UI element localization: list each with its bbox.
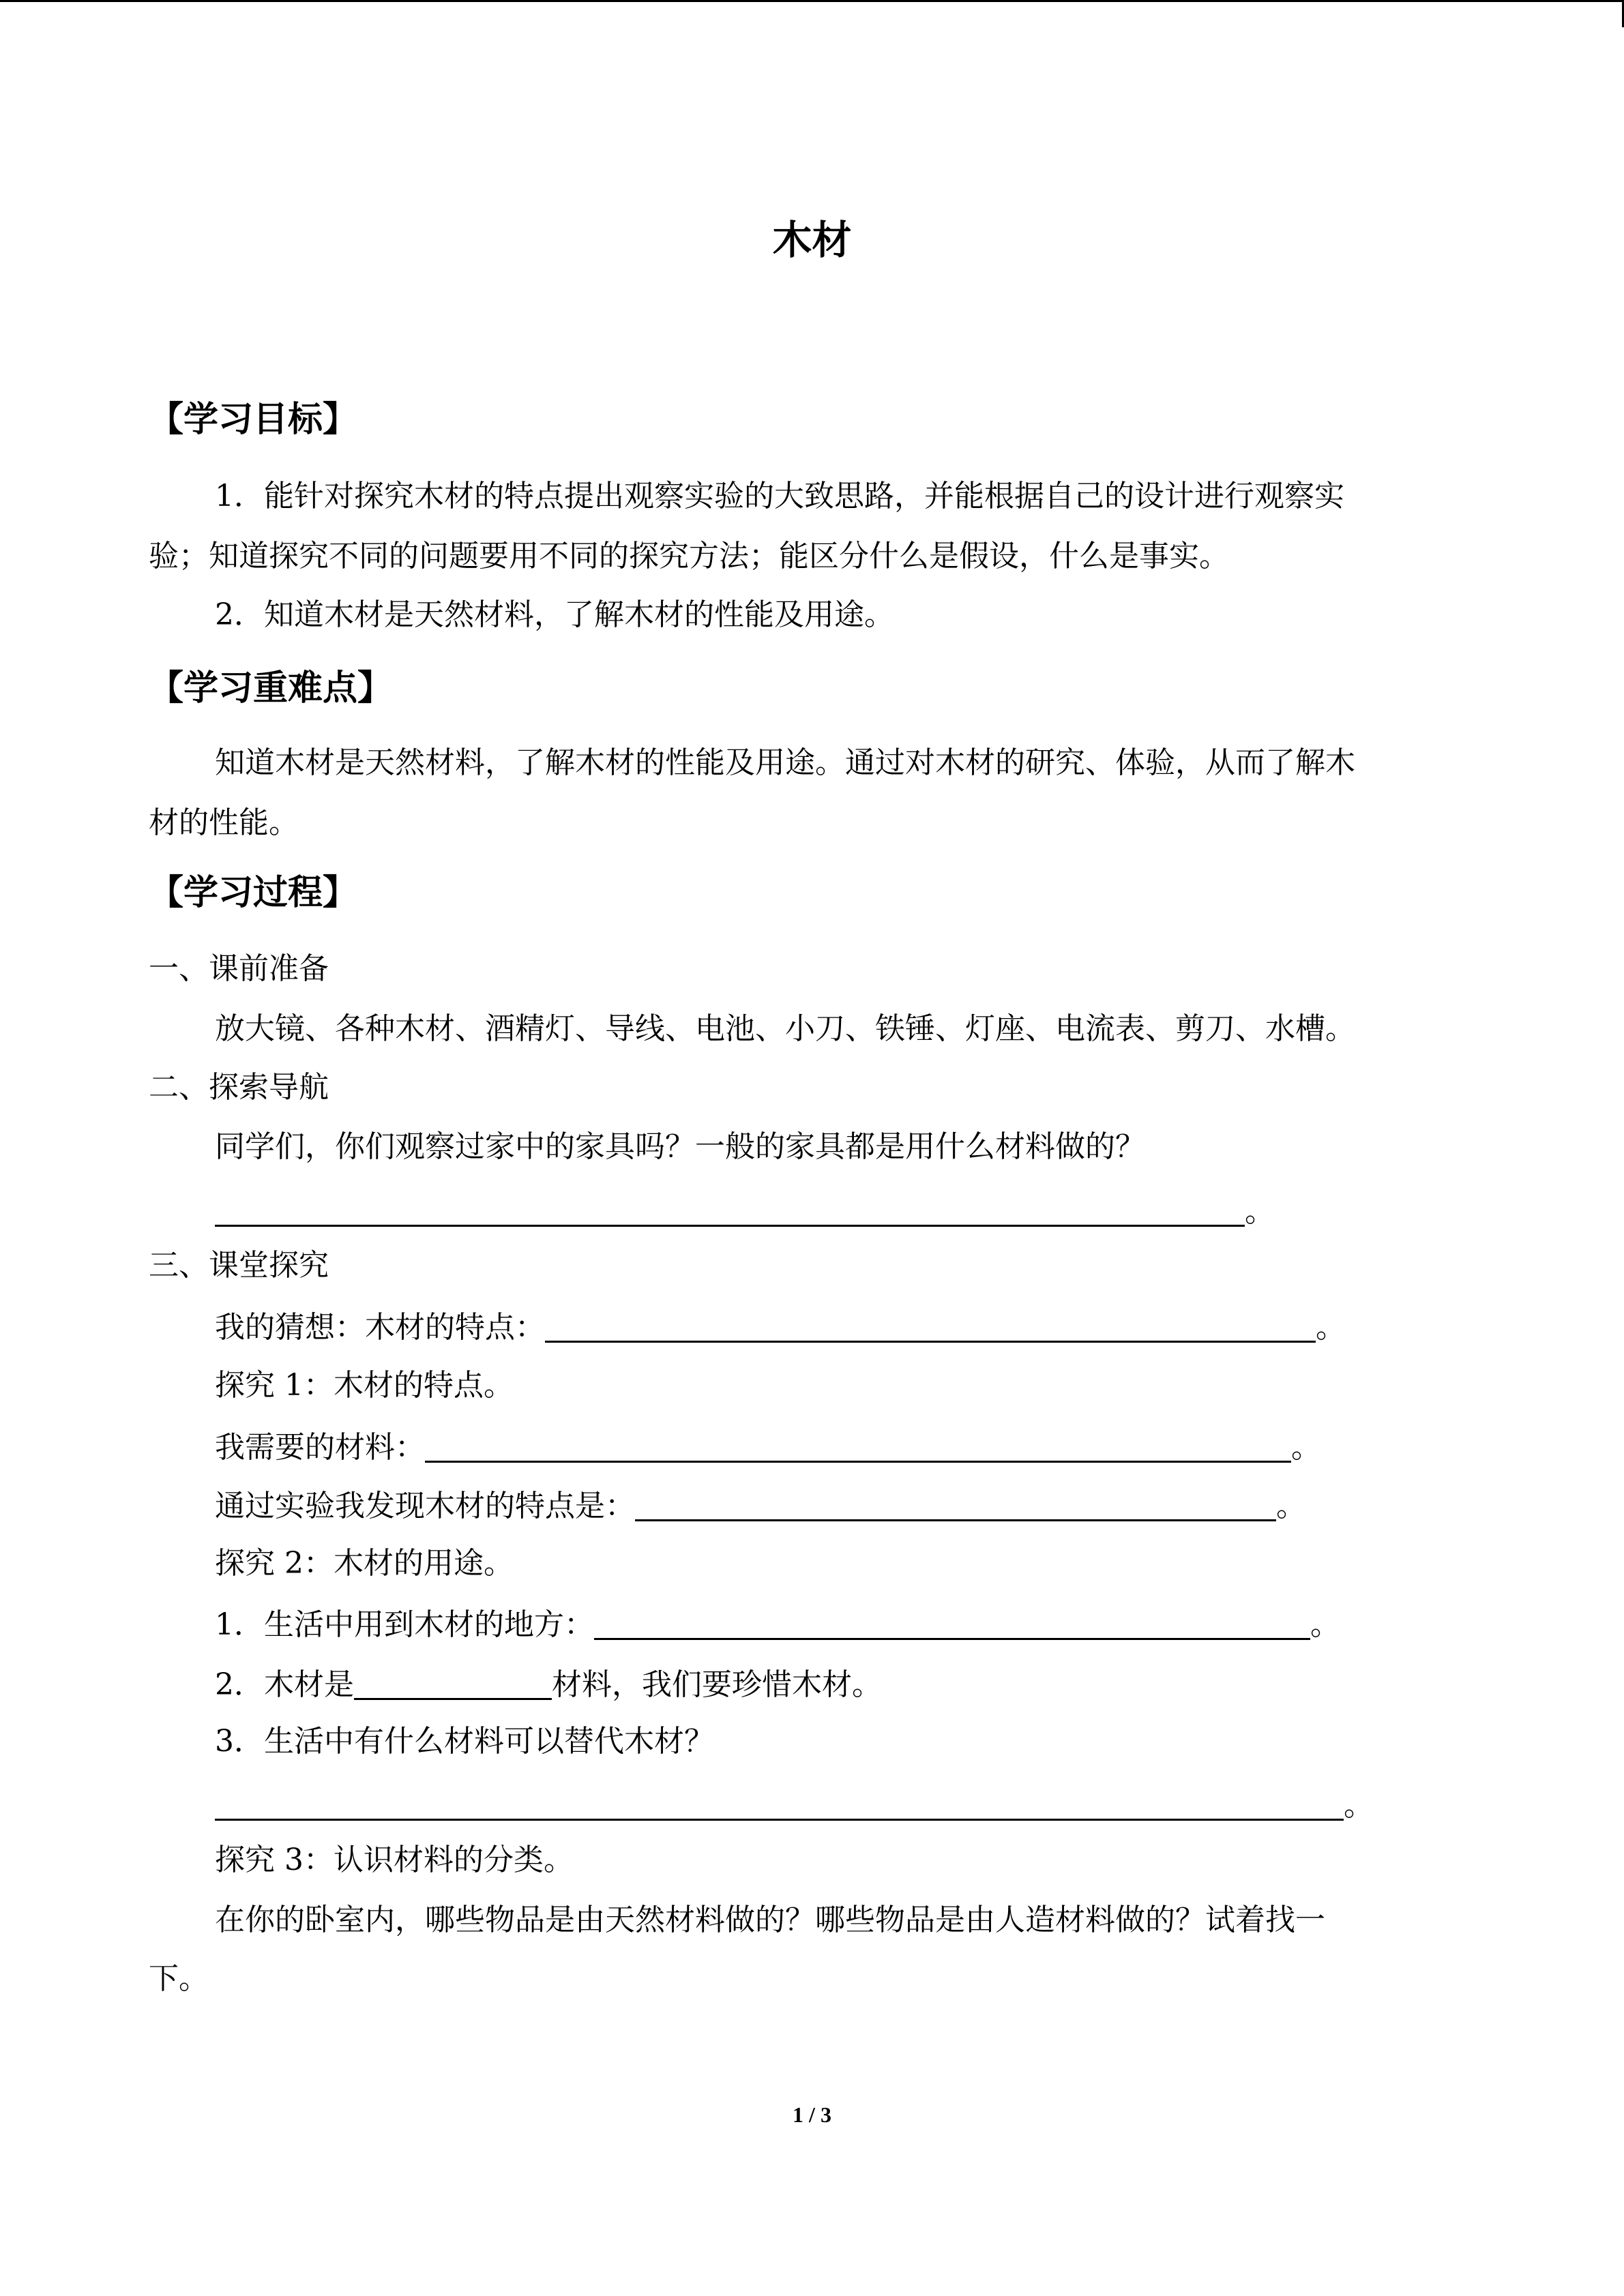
q1-line: 1．生活中用到木材的地方： 。 <box>215 1607 1340 1642</box>
nav-answer-line: 。 <box>215 1195 1275 1227</box>
finding-line: 通过实验我发现木材的特点是： 。 <box>215 1489 1306 1523</box>
process-heading: 【学习过程】 <box>149 873 358 913</box>
page-number: 1 / 3 <box>793 2102 831 2127</box>
prep-text: 放大镜、各种木材、酒精灯、导线、电池、小刀、铁锤、灯座、电流表、剪刀、水槽。 <box>215 1011 1355 1046</box>
goal-1-line-2: 验；知道探究不同的问题要用不同的探究方法；能区分什么是假设，什么是事实。 <box>149 539 1229 573</box>
goals-heading: 【学习目标】 <box>149 400 358 440</box>
q2-blank[interactable] <box>354 1668 552 1700</box>
key-points-line-2: 材的性能。 <box>149 805 299 840</box>
q3-answer-line: 。 <box>215 1789 1374 1821</box>
explore-3-line-2: 下。 <box>149 1961 209 1996</box>
key-points-heading: 【学习重难点】 <box>149 668 393 709</box>
explore-3-line-1: 在你的卧室内，哪些物品是由天然材料做的？哪些物品是由人造材料做的？试着找一 <box>215 1903 1325 1937</box>
answer-blank[interactable] <box>215 1195 1245 1227</box>
key-points-line-1: 知道木材是天然材料，了解木材的性能及用途。通过对木材的研究、体验，从而了解木 <box>215 745 1355 780</box>
guess-line: 我的猜想：木材的特点： 。 <box>215 1310 1346 1345</box>
prep-title: 一、课前准备 <box>149 951 329 986</box>
goal-1-line-1: 1．能针对探究木材的特点提出观察实验的大致思路，并能根据自己的设计进行观察实 <box>215 479 1344 513</box>
goal-2: 2．知道木材是天然材料，了解木材的性能及用途。 <box>215 597 894 632</box>
explore-1: 探究 1：木材的特点。 <box>215 1368 514 1403</box>
explore-2: 探究 2：木材的用途。 <box>215 1546 514 1581</box>
nav-title: 二、探索导航 <box>149 1070 329 1105</box>
explore-3: 探究 3：认识材料的分类。 <box>215 1843 574 1877</box>
q3-line: 3．生活中有什么材料可以替代木材？ <box>215 1724 714 1759</box>
q2-line: 2．木材是 材料，我们要珍惜木材。 <box>215 1667 882 1702</box>
materials-line: 我需要的材料： 。 <box>215 1430 1321 1465</box>
page-title: 木材 <box>772 217 852 263</box>
materials-blank[interactable] <box>425 1431 1291 1463</box>
q3-blank[interactable] <box>215 1789 1344 1821</box>
q1-blank[interactable] <box>594 1608 1310 1640</box>
top-border <box>0 0 1624 2</box>
finding-blank[interactable] <box>635 1489 1276 1521</box>
nav-text: 同学们，你们观察过家中的家具吗？一般的家具都是用什么材料做的？ <box>215 1129 1145 1164</box>
guess-blank[interactable] <box>545 1311 1316 1343</box>
class-title: 三、课堂探究 <box>149 1248 329 1283</box>
